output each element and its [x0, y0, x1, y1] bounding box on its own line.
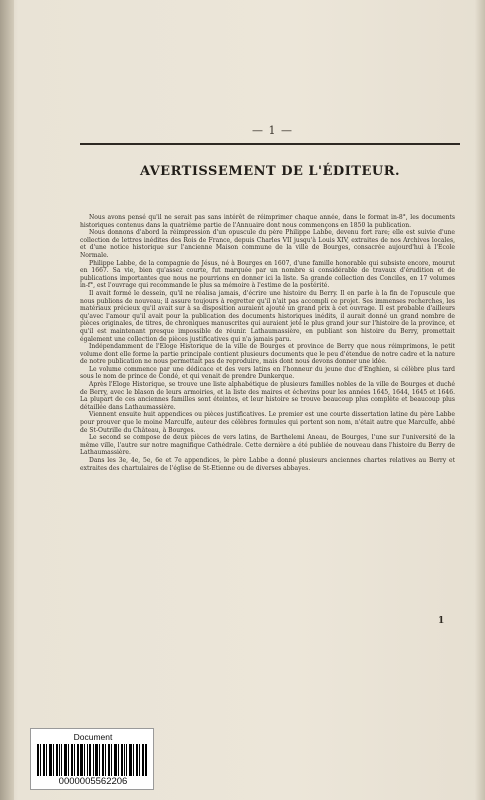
- barcode-title: Document: [73, 732, 113, 742]
- page-title: AVERTISSEMENT DE L'ÉDITEUR.: [139, 164, 401, 179]
- page-edge: [475, 0, 485, 800]
- paragraph: Après l'Eloge Historique, se trouve une liste alphabétique de plusieurs familles nobles de la ville de Bourges et duché de Berry, avec le blason de leurs armoiries, et la liste des maires et échevins pour les années 1645, 1644, 1645 et 1646. La plupart de ces anciennes familles sont éteintes, et leur histoire se trouve beaucoup plus complète et beaucoup plus détaillée dans Lathaumassière.: [80, 381, 455, 411]
- paragraph: Nous donnons d'abord la réimpression d'un opuscule du père Philippe Labbe, devenu fort rare; elle est suivie d'une collection de lettres inédites des Rois de France, depuis Charles VII jusqu'à Louis XIV, extraites de nos Archives locales, et d'une notice historique sur l'ancienne Maison commune de la ville de Bourges, consacrée aujourd'hui à l'Ecole Normale.: [80, 229, 455, 259]
- signature-mark: 1: [438, 616, 445, 626]
- page-folio: — 1 —: [252, 124, 293, 137]
- paragraph: Nous avons pensé qu'il ne serait pas sans intérêt de réimprimer chaque année, dans le format in-8°, les documents historiques contenus dans la quatrième partie de l'Annuaire dont nous commençons en 1850 la publication.: [80, 214, 455, 229]
- paragraph: Le second se compose de deux pièces de vers latins, de Barthelemi Aneau, de Bourges, l'une sur l'université de la même ville, l'autre sur notre magnifique Cathédrale. Cette dernière a été publiée de nouveau dans l'histoire du Berry de Lathaumassière.: [80, 434, 455, 457]
- body-text: [80, 214, 455, 472]
- paragraph: Dans les 3e, 4e, 5e, 6e et 7e appendices, le père Labbe a donné plusieurs anciennes chartes relatives au Berry et extraites des chartulaires de l'église de St-Etienne ou de diverses abbayes.: [80, 457, 455, 472]
- paragraph: Philippe Labbe, de la compagnie de Jésus, né à Bourges en 1607, d'une famille honorable qui subsiste encore, mourut en 1667. Sa vie, bien qu'assez courte, fut marquée par un nombre si considérable de travaux d'érudition et de publications importantes que nous ne pourrions en donner ici la liste. Sa grande collection des Conciles, en 17 volumes in-f°, est l'ouvrage qui recommande le plus sa mémoire à l'estime de la postérité.: [80, 259, 455, 290]
- paragraph: Le volume commence par une dédicace et des vers latins en l'honneur du jeune duc d'Enghien, si célèbre plus tard sous le nom de prince de Condé, et qui venait de prendre Dunkerque.: [80, 365, 455, 381]
- barcode-number: 0000005562206: [58, 776, 128, 787]
- barcode-label-sticker: [30, 728, 154, 790]
- paragraph: Il avait formé le dessein, qu'il ne réalisa jamais, d'écrire une histoire du Berry. Il en parle à la fin de l'opuscule que nous publions de nouveau; il assure toujours à regretter qu'il n'ait pas accompli ce projet. Ses immenses recherches, les matériaux précieux qu'il avait sur à sa disposition auraient ajouté un grand prix à cet ouvrage. Il est probable d'ailleurs qu'avec l'amour qu'il avait pour la publication des documents historiques inédits, il aurait donné un grand nombre de pièces originales, de titres, de chroniques manuscrites qui auraient jeté le plus grand jour sur l'histoire de la province, et qu'il est maintenant presque impossible de réunir. Lathaumassière, en publiant son histoire du Berry, promettait également une collection de pièces justificatives qui n'a jamais paru.: [80, 289, 455, 343]
- barcode-icon: [37, 744, 147, 776]
- page-gutter: [0, 0, 14, 800]
- paragraph: Indépendamment de l'Eloge Historique de la ville de Bourges et province de Berry que nous réimprimons, le petit volume dont elle forme la partie principale contient plusieurs documents que le peu d'étendue de notre cadre et la nature de notre publication ne nous permettait pas de reproduire, mais dont nous devons donner une idée.: [80, 343, 455, 366]
- header-rule: [80, 143, 460, 145]
- paragraph: Viennent ensuite huit appendices ou pièces justificatives. Le premier est une courte dissertation latine du père Labbe pour prouver que le moine Marculfe, auteur des célèbres formules qui portent son nom, n'était autre que Marculfe, abbé de St-Outrille du Château, à Bourges.: [80, 411, 455, 434]
